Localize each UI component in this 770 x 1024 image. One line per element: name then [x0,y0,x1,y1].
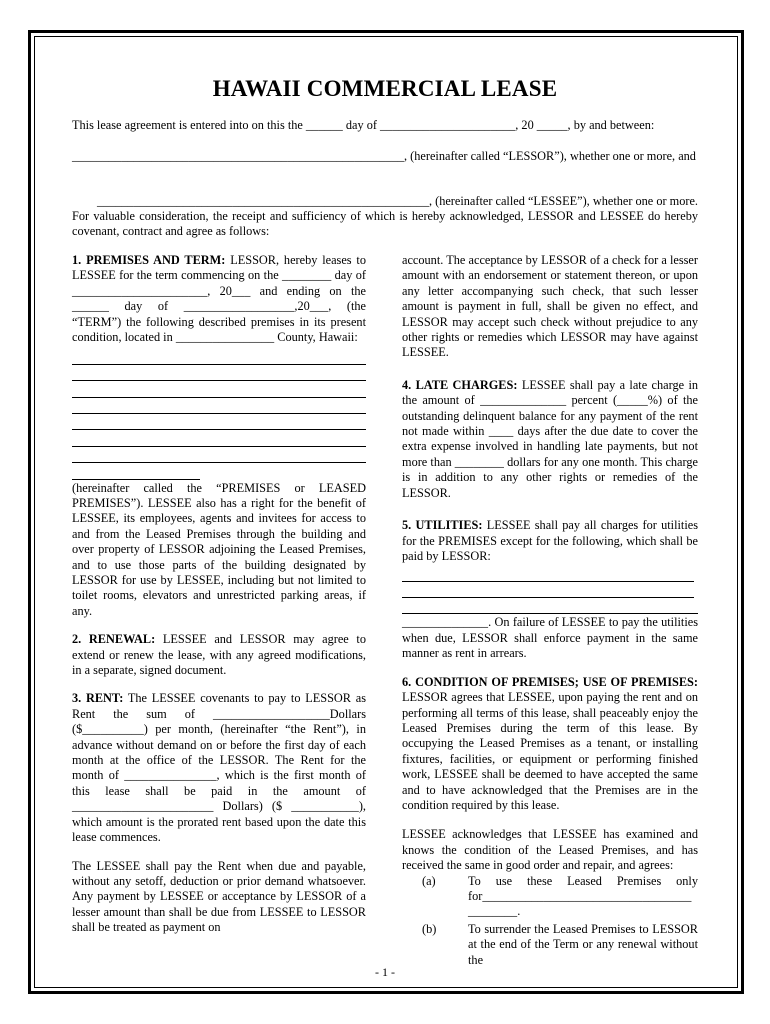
premises-tail: (hereinafter called the “PREMISES or LEASED PREMISES”). LESSEE also has a right for the benefit of LESSEE, its employees, agents and invitees for access to and from the Leased Premises through the building and over property of LESSOR adjoining the Leased Premises, and to use those parts of the building designated by LESSOR for use by LESSEE, including but not limited to toilet rooms, elevators and unrestricted parking areas, if any. [72,480,366,618]
blank-line [402,599,698,614]
blank-line [72,349,366,364]
document-title: HAWAII COMMERCIAL LEASE [212,76,558,101]
renewal-heading: 2. RENEWAL: [72,632,156,647]
section-premises [72,253,366,345]
section-renewal [72,632,366,678]
blank-line [72,464,200,479]
condition-acknowledgement: LESSEE acknowledges that LESSEE has examined and knows the condition of the Leased Premises, and has received the same in good order and repair, and agrees: [402,827,698,873]
section-rent [72,691,366,845]
rent-body-2: The LESSEE shall pay the Rent when due and payable, without any setoff, deduction or prior demand whatsoever. Any payment by LESSEE or acceptance by LESSOR of a lesser amount than shall be due from LESSEE to LESSOR shall be treated as payment on [72,858,366,935]
left-column [72,253,366,936]
blank-line [72,399,366,414]
condition-heading: 6. CONDITION OF PREMISES; USE OF PREMISES: [402,674,698,689]
item-b-label: (b) [422,921,437,936]
premises-body: LESSOR, hereby leases to LESSEE for the term commencing on the ________ day of ______________________, 20___ and ending on the ______ day of __________________,20___, (the “TERM”) the following described premises in its present condition, located in ________________ County, Hawaii: [72,253,366,345]
blank-line [72,415,366,430]
lessor-line: ______________________________________________________, (hereinafter called “LESSOR”), whether one or more, and [72,149,696,163]
blank-line [72,366,366,381]
item-a-label: (a) [422,873,436,888]
right-column [402,253,698,968]
condition-item-b [402,922,698,968]
section-late-charges [402,378,698,501]
utilities-heading: 5. UTILITIES: [402,518,483,533]
blank-line [402,583,694,598]
rent-body: The LESSEE covenants to pay to LESSOR as Rent the sum of ___________________Dollars ($__________) per month, (hereinafter “the Rent”), in advance without demand on or before the first day of each month at the office of the LESSOR. The Rent for the month of _______________, which is the first month of this lease shall be paid in the amount of _______________________ Dollars) ($ ___________), which amount is the prorated rent based upon the date this lease commences. [72,691,366,845]
rent-heading: 3. RENT: [72,691,124,706]
late-charges-body: LESSEE shall pay a late charge in the amount of ______________ percent (_____%) of the outstanding delinquent balance for any payment of the rent not made within ____ days after the due date to cover the extra expense involved in handling late payments, but not more than ________ dollars for any one month. This charge is in addition to any other rights or remedies of the LESSOR. [402,377,699,500]
utilities-blank-lines [402,566,698,614]
utilities-body: LESSEE shall pay all charges for utilities for the PREMISES except for the following, which shall be paid by LESSOR: [402,518,698,563]
section-utilities [402,518,698,564]
premises-description-lines [72,349,366,479]
blank-line [72,431,366,446]
item-b-text: To surrender the Leased Premises to LESSOR at the end of the Term or any renewal without the [468,921,698,967]
utilities-tail: ______________. On failure of LESSEE to pay the utilities when due, LESSOR shall enforce payment in the same manner as rent in arrears. [402,615,698,661]
lessee-line: ______________________________________________________, (hereinafter called “LESSEE”), whether one or more. [96,194,698,208]
item-a-text: To use these Leased Premises only for__________________________________ ________. [468,873,698,919]
page-number: - 1 - [375,965,395,979]
renewal-body: LESSEE and LESSOR may agree to extend or renew the lease, with any agreed modifications, in a separate, signed document. [72,632,366,678]
late-charges-heading: 4. LATE CHARGES: [402,377,518,392]
consideration-paragraph: For valuable consideration, the receipt and sufficiency of which is hereby acknowledged, LESSOR and LESSEE do hereby covenant, contract and agree as follows: [72,209,698,239]
blank-line [72,448,366,463]
condition-body: LESSOR agrees that LESSEE, upon paying the rent and on performing all terms of this lease, shall peaceably enjoy the Leased Premises during the term of this lease. By occupying the Leased Premises as a tenant, or installing fixtures, facilities, or equipment or performing finished work, LESSEE shall be deemed to have accepted the same and to have acknowledged that the Premises are in the condition required by this lease. [402,690,698,812]
rent-continuation: account. The acceptance by LESSOR of a check for a lesser amount with an endorsement or statement thereon, or upon any letter accompanying such check, that such lesser amount is payment in full, shall be given no effect, and LESSOR may accept such check without prejudice to any other rights or remedies which LESSOR may have against LESSEE. [402,253,698,360]
blank-line [72,382,366,397]
section-condition [402,675,698,814]
blank-line [402,566,694,581]
intro-line: This lease agreement is entered into on this the ______ day of ______________________, 20 _____, by and between: [72,118,655,132]
condition-item-a [402,874,698,920]
premises-heading: 1. PREMISES AND TERM: [72,253,226,267]
